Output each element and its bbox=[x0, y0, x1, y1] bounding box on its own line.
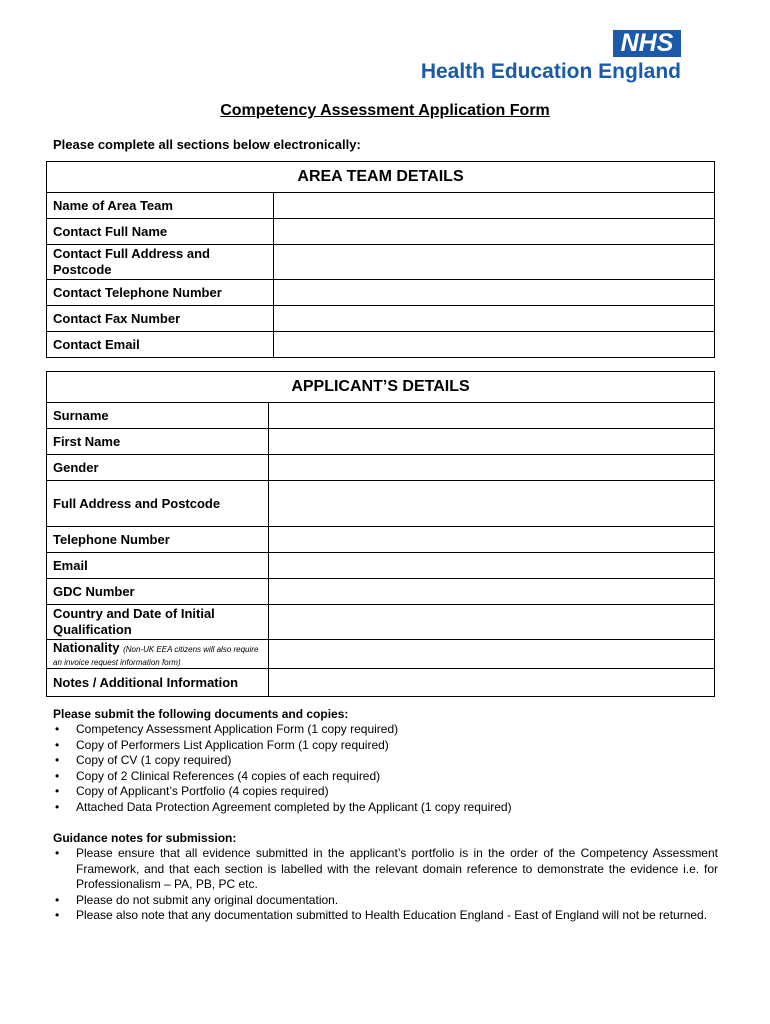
applicant-email-input[interactable] bbox=[268, 553, 714, 579]
field-label: Surname bbox=[47, 403, 269, 429]
nationality-note: (Non-UK EEA citizens will also require an invoice request information form) bbox=[53, 645, 259, 667]
field-label: GDC Number bbox=[47, 579, 269, 605]
applicant-address-input[interactable] bbox=[268, 481, 714, 527]
nhs-logo: NHS bbox=[613, 30, 681, 57]
documents-heading: Please submit the following documents and copies: bbox=[53, 707, 349, 721]
qualification-input[interactable] bbox=[268, 605, 714, 640]
list-item: • Copy of Performers List Application Form (1 copy required) bbox=[53, 738, 718, 754]
field-label: Name of Area Team bbox=[47, 193, 274, 219]
list-item: • Copy of Applicant’s Portfolio (4 copies required) bbox=[53, 784, 718, 800]
area-team-name-input[interactable] bbox=[273, 193, 714, 219]
field-label: Country and Date of Initial Qualification bbox=[47, 605, 269, 640]
list-item: • Please also note that any documentation submitted to Health Education England - East of England will not be returned. bbox=[53, 908, 718, 924]
guidance-section bbox=[53, 831, 718, 924]
contact-fax-input[interactable] bbox=[273, 306, 714, 332]
contact-full-name-input[interactable] bbox=[273, 219, 714, 245]
field-label: Contact Fax Number bbox=[47, 306, 274, 332]
first-name-input[interactable] bbox=[268, 429, 714, 455]
nationality-label-cell bbox=[47, 640, 269, 669]
field-label: Gender bbox=[47, 455, 269, 481]
notes-input[interactable] bbox=[268, 669, 714, 697]
page-title: Competency Assessment Application Form bbox=[220, 102, 550, 119]
org-logo-text: Health Education England bbox=[420, 60, 681, 83]
field-label: Telephone Number bbox=[47, 527, 269, 553]
field-label: Contact Full Address and Postcode bbox=[47, 245, 274, 280]
field-label: Contact Full Name bbox=[47, 219, 274, 245]
list-item: • Copy of 2 Clinical References (4 copies of each required) bbox=[53, 769, 718, 785]
gdc-number-input[interactable] bbox=[268, 579, 714, 605]
list-item: • Attached Data Protection Agreement completed by the Applicant (1 copy required) bbox=[53, 800, 718, 816]
nationality-input[interactable] bbox=[268, 640, 714, 669]
list-item: • Copy of CV (1 copy required) bbox=[53, 753, 718, 769]
field-label: Notes / Additional Information bbox=[47, 669, 269, 697]
field-label: Email bbox=[47, 553, 269, 579]
list-item: • Please ensure that all evidence submitted in the applicant’s portfolio is in the order of the Competency Assessment Framework, and that each section is labelled with the relevant domain reference to demonstrate the evidence i.e. for Professionalism – PA, PB, PC etc. bbox=[53, 846, 718, 893]
nationality-label: Nationality bbox=[53, 640, 120, 655]
applicant-table bbox=[46, 371, 715, 697]
gender-input[interactable] bbox=[268, 455, 714, 481]
contact-email-input[interactable] bbox=[273, 332, 714, 358]
documents-section bbox=[53, 707, 718, 816]
guidance-heading: Guidance notes for submission: bbox=[53, 831, 237, 845]
contact-telephone-input[interactable] bbox=[273, 280, 714, 306]
documents-list bbox=[53, 722, 718, 816]
field-label: Contact Telephone Number bbox=[47, 280, 274, 306]
area-team-heading: AREA TEAM DETAILS bbox=[47, 162, 715, 193]
list-item: • Competency Assessment Application Form (1 copy required) bbox=[53, 722, 718, 738]
field-label: Full Address and Postcode bbox=[47, 481, 269, 527]
intro-text: Please complete all sections below electronically: bbox=[53, 137, 361, 152]
field-label: Contact Email bbox=[47, 332, 274, 358]
applicant-telephone-input[interactable] bbox=[268, 527, 714, 553]
field-label: First Name bbox=[47, 429, 269, 455]
list-item: • Please do not submit any original documentation. bbox=[53, 893, 718, 909]
surname-input[interactable] bbox=[268, 403, 714, 429]
applicant-heading: APPLICANT’S DETAILS bbox=[47, 372, 715, 403]
guidance-list bbox=[53, 846, 718, 924]
area-team-table bbox=[46, 161, 715, 358]
contact-address-input[interactable] bbox=[273, 245, 714, 280]
